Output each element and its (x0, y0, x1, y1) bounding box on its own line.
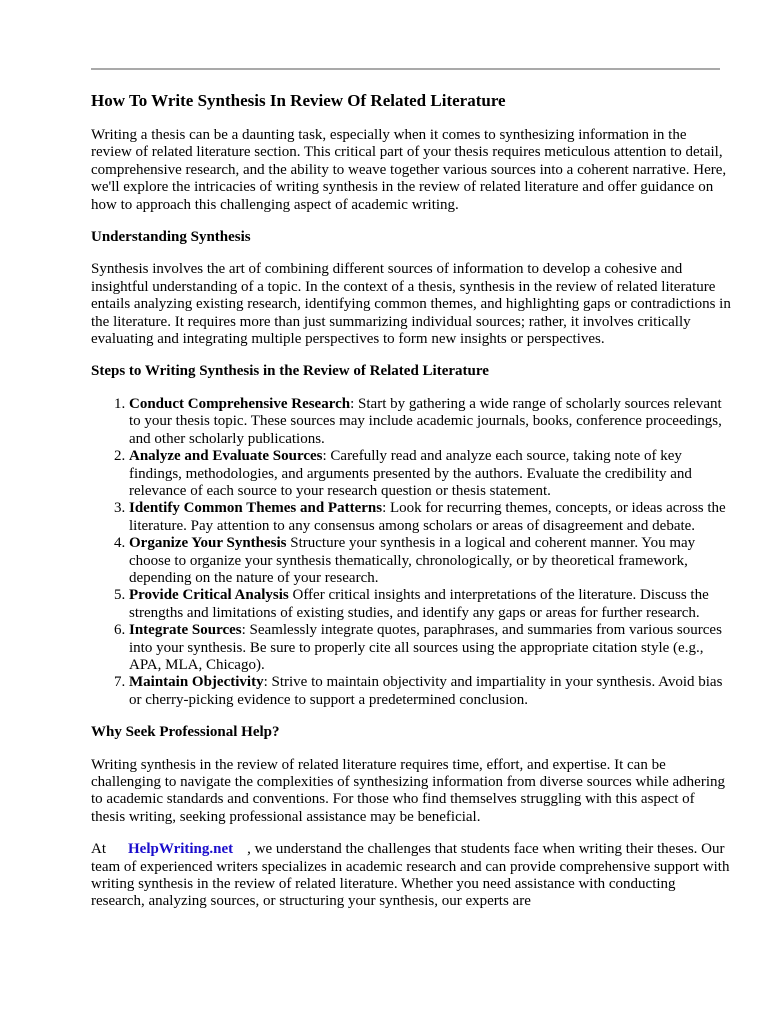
step-term: Integrate Sources (129, 622, 242, 639)
list-item (129, 622, 731, 674)
step-text: Structure your synthesis in a logical and coherent manner. You may choose to organize your synthesis thematically, chronologically, or by theoretical framework, depending on the nature of your research. (129, 535, 696, 586)
step-term: Identify Common Themes and Patterns (129, 500, 383, 517)
list-item (129, 396, 731, 448)
closing-prefix: At (91, 841, 106, 858)
understanding-paragraph: Synthesis involves the art of combining different sources of information to develop a cohesive and insightful understanding of a topic. In the context of a thesis, synthesis in the review of related literature entails analyzing existing research, identifying common themes, and highlighting gaps or contradictions in the literature. It requires more than just summarizing individual sources; rather, it involves critically evaluating and integrating multiple perspectives to form new insights or perspectives. (91, 261, 731, 348)
section-heading-steps: Steps to Writing Synthesis in the Review of Related Literature (91, 363, 489, 380)
article-title: How To Write Synthesis In Review Of Related Literature (91, 91, 506, 110)
step-text: : Look for recurring themes, concepts, or ideas across the literature. Pay attention to any consensus among scholars or areas of disagreement and debate. (129, 500, 726, 534)
step-term: Provide Critical Analysis (129, 587, 289, 604)
helpwriting-link[interactable]: HelpWriting.net (128, 841, 234, 858)
list-item (129, 535, 731, 587)
list-item (129, 587, 731, 622)
step-text: : Seamlessly integrate quotes, paraphrases, and summaries from various sources into your synthesis. Be sure to properly cite all sources using the appropriate citation style (e.g., APA, MLA, Chicago). (129, 622, 722, 673)
step-text: : Strive to maintain objectivity and impartiality in your synthesis. Avoid bias or cherry-picking evidence to support a predetermined conclusion. (129, 674, 723, 708)
step-text: Offer critical insights and interpretations of the literature. Discuss the strengths and limitations of existing studies, and identify any gaps or areas for further research. (129, 587, 709, 621)
step-term: Conduct Comprehensive Research (129, 395, 351, 412)
step-term: Analyze and Evaluate Sources (129, 448, 323, 465)
list-item (129, 500, 731, 535)
intro-paragraph: Writing a thesis can be a daunting task, especially when it comes to synthesizing information in the review of related literature section. This critical part of your thesis requires meticulous attention to detail, comprehensive research, and the ability to weave together various sources into a coherent narrative. Here, we'll explore the intricacies of writing synthesis in the review of related literature and offer guidance on how to approach this challenging aspect of academic writing. (91, 127, 727, 213)
closing-paragraph (91, 841, 731, 911)
top-divider (91, 68, 720, 70)
professional-help-paragraph: Writing synthesis in the review of related literature requires time, effort, and expertise. It can be challenging to navigate the complexities of synthesizing information from diverse sources while adhering to academic standards and conventions. For those who find themselves struggling with this aspect of thesis writing, seeking professional assistance may be beneficial. (91, 756, 725, 825)
section-heading-understanding: Understanding Synthesis (91, 229, 251, 246)
list-item (129, 448, 731, 500)
steps-list (91, 396, 731, 709)
closing-text: , we understand the challenges that students face when writing their theses. Our team of experienced writers specializes in academic research and can provide comprehensive support with writing synthesis in the review of related literature. Whether you need assistance with conducting research, analyzing sources, or structuring your synthesis, our experts are (91, 841, 730, 910)
step-term: Organize Your Synthesis (129, 535, 287, 552)
article-body (91, 90, 731, 926)
step-term: Maintain Objectivity (129, 674, 264, 691)
list-item (129, 674, 731, 709)
step-text: : Start by gathering a wide range of scholarly sources relevant to your thesis topic. These sources may include academic journals, books, conference proceedings, and other scholarly publications. (129, 395, 722, 447)
step-text: : Carefully read and analyze each source, taking note of key findings, methodologies, and arguments presented by the authors. Evaluate the credibility and relevance of each source to your research question or thesis statement. (129, 448, 692, 499)
section-heading-professional-help: Why Seek Professional Help? (91, 724, 280, 741)
